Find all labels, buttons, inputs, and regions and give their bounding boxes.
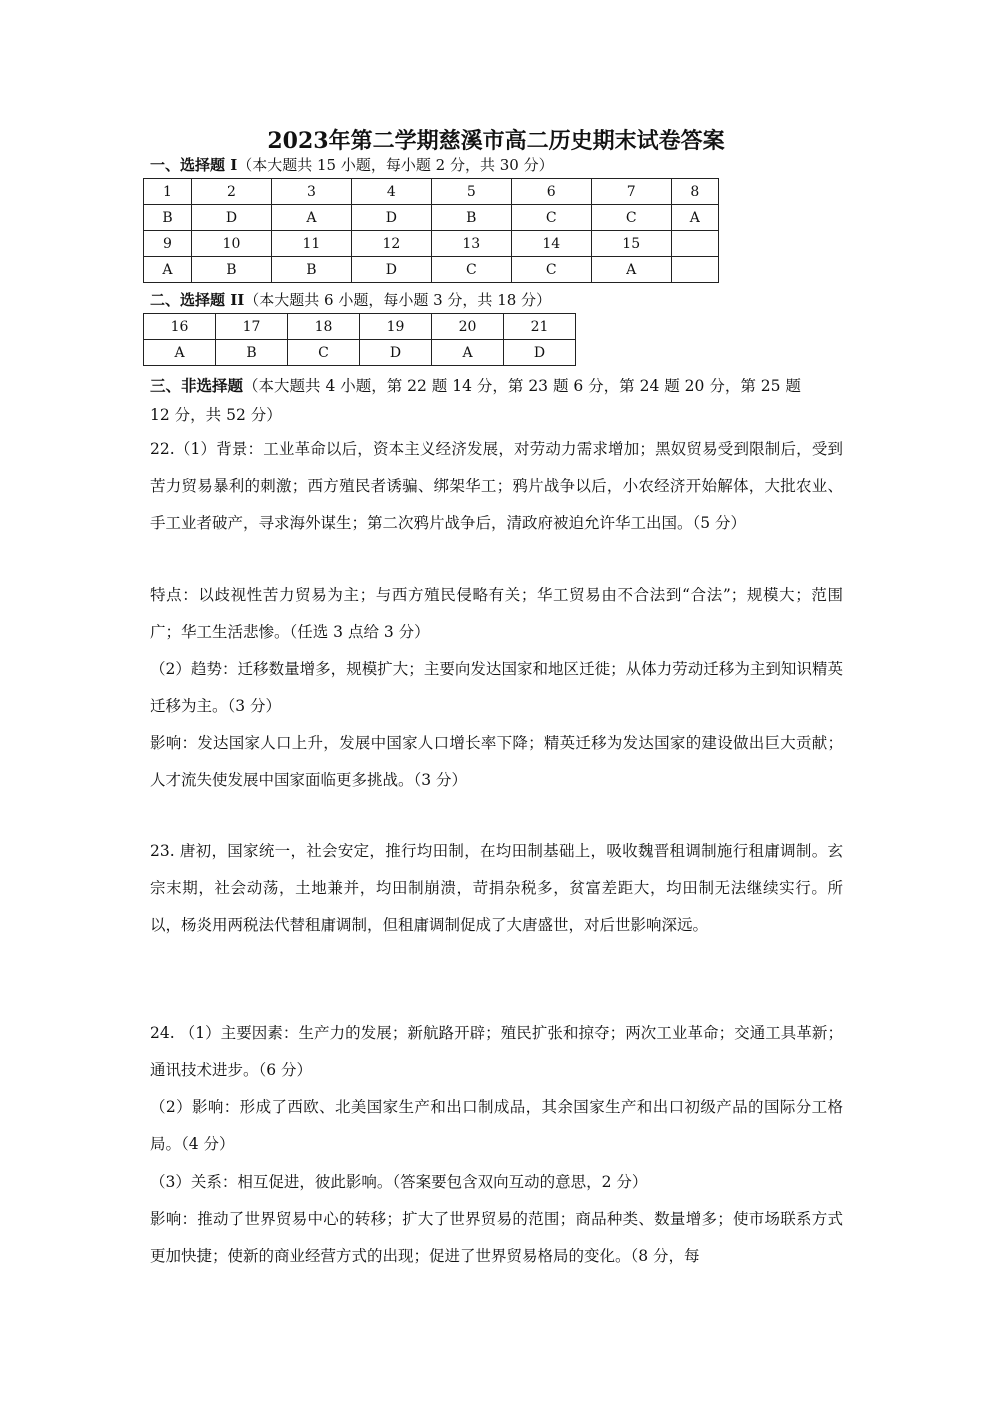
section3-note-line1: （本大题共 4 小题，第 22 题 14 分，第 23 题 6 分，第 24 题 20 分，第 25 题 [243, 377, 801, 395]
section2-answer-table [143, 313, 576, 366]
answer-cell [671, 257, 718, 283]
q24-impact: 影响：推动了世界贸易中心的转移；扩大了世界贸易的范围；商品种类、数量增多；使市场联系方式更加快捷；使新的商业经营方式的出现；促进了世界贸易格局的变化。（8 分，每 [150, 1210, 843, 1265]
section2-heading: 二、选择题 II [150, 291, 245, 309]
answer-cell: B [431, 205, 511, 231]
q22-background: 22.（1）背景：工业革命以后，资本主义经济发展，对劳动力需求增加；黑奴贸易受到限制后，受到苦力贸易暴利的刺激；西方殖民者诱骗、绑架华工；鸦片战争以后，小农经济开始解体，大批农业、手工业者破产，寻求海外谋生；第二次鸦片战争后，清政府被迫允许华工出国。（5 分） [150, 440, 843, 532]
q24-factors: 24. （1）主要因素：生产力的发展；新航路开辟；殖民扩张和掠夺；两次工业革命；交通工具革新；通讯技术进步。（6 分） [150, 1024, 843, 1079]
question-number-cell: 18 [288, 314, 360, 340]
section1-answer-row [144, 257, 719, 283]
answer-cell: B [191, 257, 271, 283]
question-number-cell [671, 231, 718, 257]
answer-cell: D [191, 205, 271, 231]
answer-cell: A [144, 340, 216, 366]
answer-cell: B [216, 340, 288, 366]
answer-cell: A [271, 205, 351, 231]
question-number-cell: 4 [351, 179, 431, 205]
answer-cell: B [271, 257, 351, 283]
answer-cell: D [351, 205, 431, 231]
question-number-cell: 8 [671, 179, 718, 205]
q22-trend: （2）趋势：迁移数量增多，规模扩大；主要向发达国家和地区迁徙；从体力劳动迁移为主到知识精英迁移为主。（3 分） [150, 660, 843, 715]
q23-answer: 23. 唐初，国家统一，社会安定，推行均田制，在均田制基础上，吸收魏晋租调制施行租庸调制。玄宗末期，社会动荡，土地兼并，均田制崩溃，苛捐杂税多，贫富差距大，均田制无法继续实行。所以，杨炎用两税法代替租庸调制，但租庸调制促成了大唐盛世，对后世影响深远。 [150, 842, 843, 934]
question-number-cell: 12 [351, 231, 431, 257]
question-number-cell: 17 [216, 314, 288, 340]
section2-number-row [144, 314, 576, 340]
question-number-cell: 19 [360, 314, 432, 340]
answer-cell: D [360, 340, 432, 366]
section2-heading-line [150, 289, 551, 310]
section1-heading-line [150, 154, 554, 175]
answer-cell: A [432, 340, 504, 366]
section3-note-line2: 12 分，共 52 分） [150, 406, 282, 424]
answer-cell: C [511, 205, 591, 231]
answer-cell: C [591, 205, 671, 231]
answer-cell: C [511, 257, 591, 283]
q22-impact: 影响：发达国家人口上升，发展中国家人口增长率下降；精英迁移为发达国家的建设做出巨大贡献；人才流失使发展中国家面临更多挑战。（3 分） [150, 734, 843, 789]
answer-cell: C [288, 340, 360, 366]
question-number-cell: 20 [432, 314, 504, 340]
question-number-cell: 21 [504, 314, 576, 340]
question-number-cell: 5 [431, 179, 511, 205]
question-number-cell: 7 [591, 179, 671, 205]
section2-note: （本大题共 6 小题，每小题 3 分，共 18 分） [244, 291, 552, 309]
section1-answer-row [144, 205, 719, 231]
q22-characteristics: 特点：以歧视性苦力贸易为主；与西方殖民侵略有关；华工贸易由不合法到“合法”；规模大；范围广；华工生活悲惨。（任选 3 点给 3 分） [150, 586, 843, 641]
question-number-cell: 3 [271, 179, 351, 205]
answer-cell: B [144, 205, 192, 231]
question-number-cell: 6 [511, 179, 591, 205]
question-number-cell: 10 [191, 231, 271, 257]
section1-number-row [144, 231, 719, 257]
question-number-cell: 9 [144, 231, 192, 257]
section1-heading: 一、选择题 I [150, 156, 238, 174]
section1-note: （本大题共 15 小题，每小题 2 分，共 30 分） [237, 156, 554, 174]
q24-relation: （3）关系：相互促进，彼此影响。（答案要包含双向互动的意思，2 分） [150, 1173, 648, 1191]
answer-cell: A [144, 257, 192, 283]
question-number-cell: 2 [191, 179, 271, 205]
section1-answer-table [143, 178, 719, 283]
question-number-cell: 16 [144, 314, 216, 340]
question-number-cell: 13 [431, 231, 511, 257]
question-number-cell: 11 [271, 231, 351, 257]
page-title: 2023年第二学期慈溪市高二历史期末试卷答案 [267, 128, 725, 154]
answer-cell: A [671, 205, 718, 231]
question-number-cell: 14 [511, 231, 591, 257]
question-number-cell: 1 [144, 179, 192, 205]
section2-answer-row [144, 340, 576, 366]
section3-heading: 三、非选择题 [150, 376, 244, 395]
answer-cell: A [591, 257, 671, 283]
question-number-cell: 15 [591, 231, 671, 257]
q24-influence: （2）影响：形成了西欧、北美国家生产和出口制成品，其余国家生产和出口初级产品的国际分工格局。（4 分） [150, 1098, 843, 1153]
answer-cell: C [431, 257, 511, 283]
answer-cell: D [504, 340, 576, 366]
answer-cell: D [351, 257, 431, 283]
section1-number-row [144, 179, 719, 205]
section3-heading-line [150, 374, 801, 396]
